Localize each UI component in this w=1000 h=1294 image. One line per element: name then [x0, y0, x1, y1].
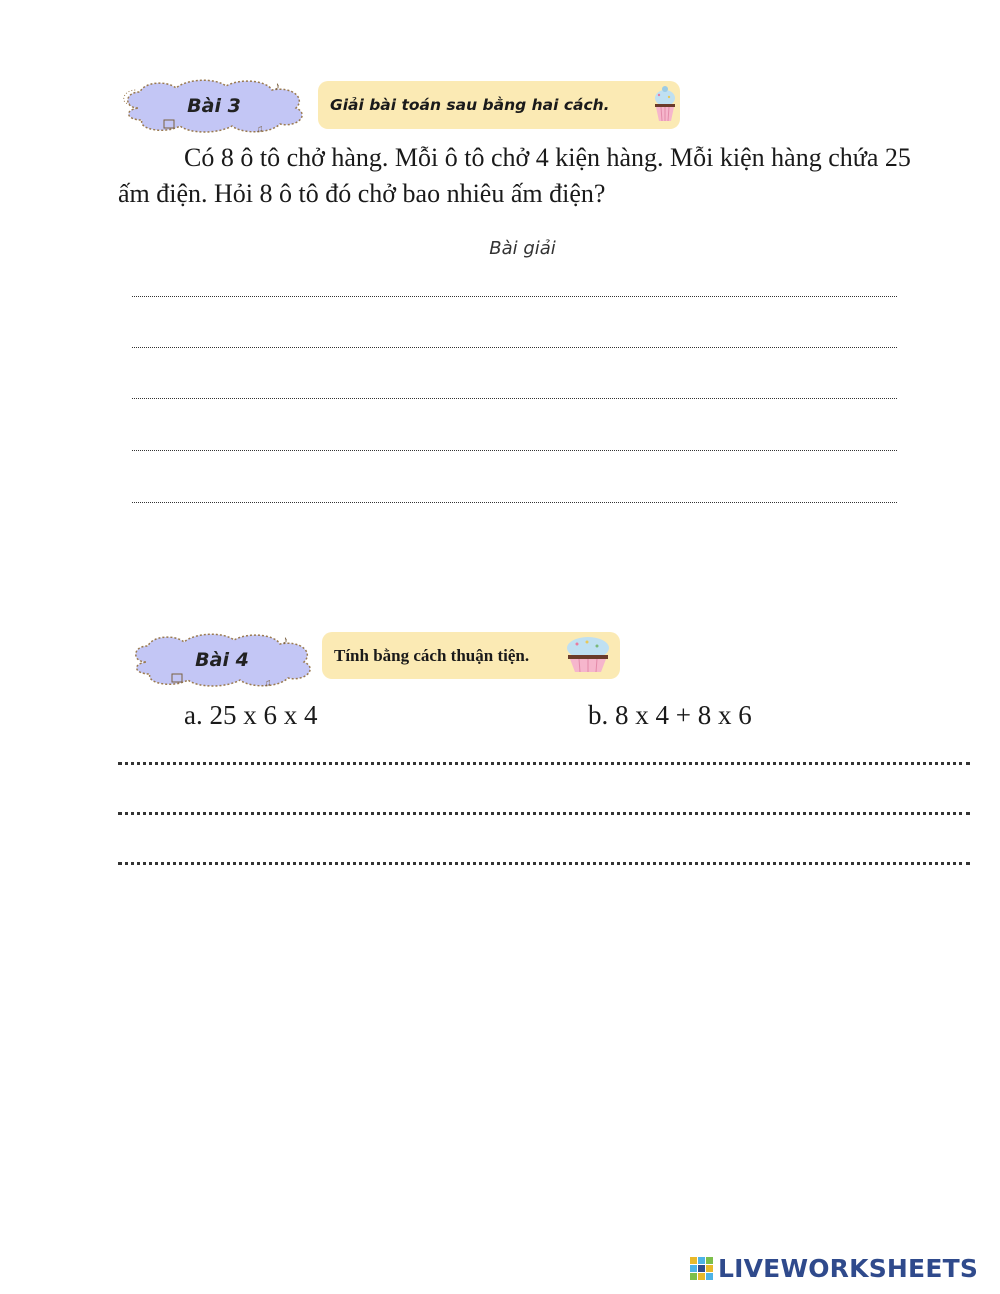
answer-line-2[interactable] [132, 347, 897, 348]
bai3-label-cloud [116, 78, 312, 134]
solution-title: Bài giải [489, 238, 556, 259]
answer-line-3[interactable] [132, 398, 897, 399]
cupcake-icon [565, 634, 611, 679]
bai4-expression-a: a. 25 x 6 x 4 [184, 700, 318, 730]
svg-text:♪: ♪ [282, 633, 288, 647]
bai4-label: Bài 4 [195, 649, 249, 671]
work-line-2[interactable] [118, 812, 970, 815]
logo-icon [690, 1257, 714, 1281]
bai4-instruction: Tính bằng cách thuận tiện. [334, 645, 530, 665]
logo-text: LIVEWORKSHEETS [718, 1254, 979, 1283]
work-line-3[interactable] [118, 862, 970, 865]
svg-text:♪: ♪ [274, 79, 280, 93]
answer-line-4[interactable] [132, 450, 897, 451]
bai4-label-cloud [124, 632, 320, 688]
bai3-instruction-banner [318, 81, 680, 129]
bai4-expression-b: b. 8 x 4 + 8 x 6 [588, 700, 752, 730]
bai3-problem-text: Có 8 ô tô chở hàng. Mỗi ô tô chở 4 kiện hàng. Mỗi kiện hàng chứa 25 ấm điện. Hỏi 8 ô tô đó chở bao nhiêu ấm điện? [118, 143, 911, 208]
answer-line-1[interactable] [132, 296, 897, 297]
liveworksheets-logo [690, 1254, 978, 1283]
work-line-1[interactable] [118, 762, 970, 765]
bai3-label: Bài 3 [187, 95, 241, 117]
answer-line-5[interactable] [132, 502, 897, 503]
cupcake-icon [652, 84, 678, 127]
bai3-instruction: Giải bài toán sau bằng hai cách. [330, 96, 610, 114]
svg-text:♫: ♫ [256, 124, 264, 134]
svg-text:♫: ♫ [264, 678, 272, 688]
